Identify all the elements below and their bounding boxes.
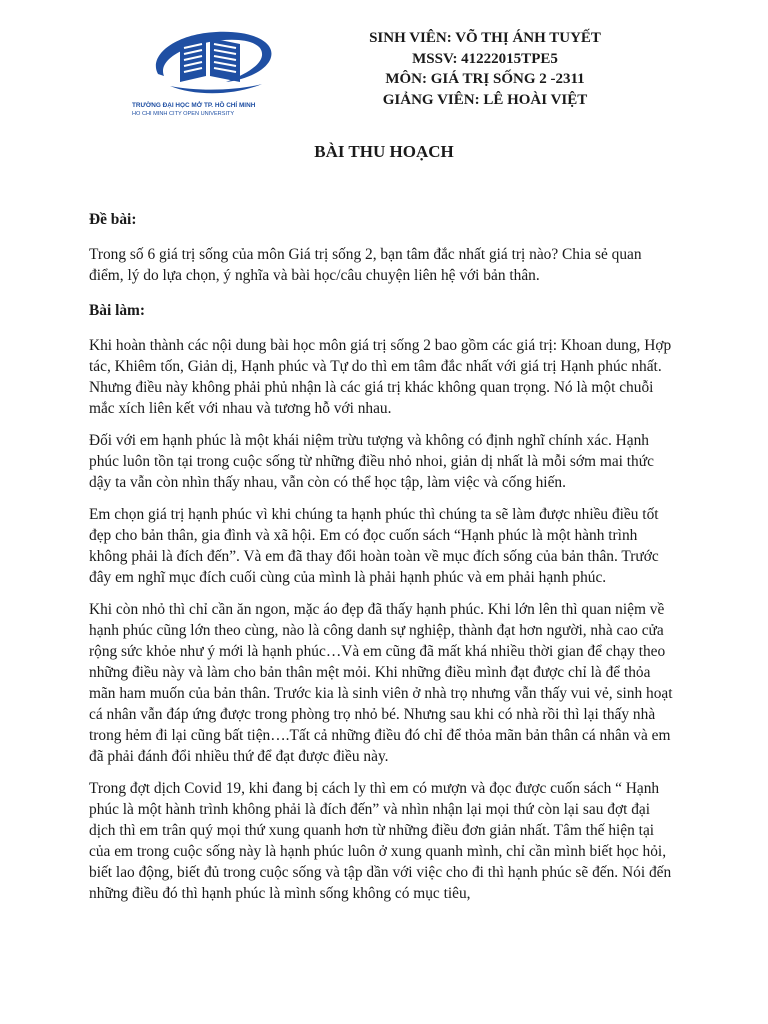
paragraph: Khi hoàn thành các nội dung bài học môn giá trị sống 2 bao gồm các giá trị: Khoan dung, Hợp tác, Khiêm tốn, Giản dị, Hạnh phúc và Tự do thì em tâm đắc nhất với giá trị Hạnh phúc nhất. Nhưng điều này không phải phủ nhận là các giá trị khác không quan trọng. Nó là một chuỗi mắc xích liên kết với nhau và tương hỗ với nhau. [89,337,672,417]
question-heading: Đề bài: [89,211,137,228]
book-emblem-icon [144,26,280,100]
paragraph: Đối với em hạnh phúc là một khái niệm trừu tượng và không có định nghĩ chính xác. Hạnh phúc luôn tồn tại trong cuộc sống từ những điều nhỏ nhoi, giản dị nhất là mỗi sớm mai thức dậy ta vẫn còn nhìn thấy nhau, vẫn còn có thể học tập, làm việc và cống hiến. [89,432,654,491]
student-name: SINH VIÊN: VÕ THỊ ÁNH TUYẾT [369,30,601,46]
subject: MÔN: GIÁ TRỊ SỐNG 2 -2311 [385,71,585,87]
answer-heading: Bài làm: [89,302,146,319]
student-id: MSSV: 41222015TPE5 [412,50,558,67]
page-title: BÀI THU HOẠCH [314,142,454,161]
university-logo [132,26,292,122]
logo-name-en: HO CHI MINH CITY OPEN UNIVERSITY [132,111,235,117]
paragraph: Em chọn giá trị hạnh phúc vì khi chúng ta hạnh phúc thì chúng ta sẽ làm được nhiều điều tốt đẹp cho bản thân, gia đình và xã hội. Em có đọc cuốn sách “Hạnh phúc là một hành trình không phải là đích đến”. Và em đã thay đổi hoàn toàn về mục đích sống của bản thân. Trước đây em nghĩ mục đích cuối cùng của mình là phải hạnh phúc và em phải hạnh phúc. [89,506,659,586]
paragraph: Trong đợt dịch Covid 19, khi đang bị cách ly thì em có mượn và đọc được cuốn sách “ Hạnh phúc là một hành trình không phải là đích đến” và nhìn nhận lại mọi thứ còn lại sau đợt đại dịch thì em trân quý mọi thứ xung quanh hơn từ những điều đơn giản nhất. Tâm thế hiện tại của em trong cuộc sống này là hạnh phúc luôn ở xung quanh mình, chỉ cần mình biết học hỏi, biết lao động, biết đủ trong cuộc sống và tập dần với việc cho đi thì hạnh phúc sẽ đến. Nói đến những điều đó thì hạnh phúc là mình sống không có mục tiêu, [89,780,672,902]
question-text: Trong số 6 giá trị sống của môn Giá trị sống 2, bạn tâm đắc nhất giá trị nào? Chia sẻ quan điểm, lý do lựa chọn, ý nghĩa và bài học/câu chuyện liên hệ với bản thân. [89,246,642,284]
lecturer: GIẢNG VIÊN: LÊ HOÀI VIỆT [382,91,588,108]
paragraph: Khi còn nhỏ thì chỉ cần ăn ngon, mặc áo đẹp đã thấy hạnh phúc. Khi lớn lên thì quan niệm về hạnh phúc cũng lớn theo cùng, nào là công danh sự nghiệp, thành đạt hơn người, nhà cao cửa rộng sức khỏe như ý mới là hạnh phúc…Và em cũng đã mất khá nhiều thời gian để chạy theo những điều này và làm cho bản thân mệt mỏi. Khi những điều mình đạt được chỉ là để thỏa mãn ham muốn của bản thân. Trước kia là sinh viên ở nhà trọ nhưng vẫn thấy vui vẻ, sinh hoạt cá nhân vẫn đáp ứng được trong phòng trọ nhỏ bé. Nhưng sau khi có nhà rồi thì lại thấy nhà trong hẻm đi lại cũng bất tiện….Tất cả những điều đó chỉ để thỏa mãn bản thân cá nhân và em đã phải đánh đổi nhiều thứ để đạt được điều này. [89,601,673,765]
logo-name-vi: TRƯỜNG ĐẠI HỌC MỞ TP. HỒ CHÍ MINH [132,102,256,109]
document-body [89,209,679,915]
header-info [340,28,630,110]
